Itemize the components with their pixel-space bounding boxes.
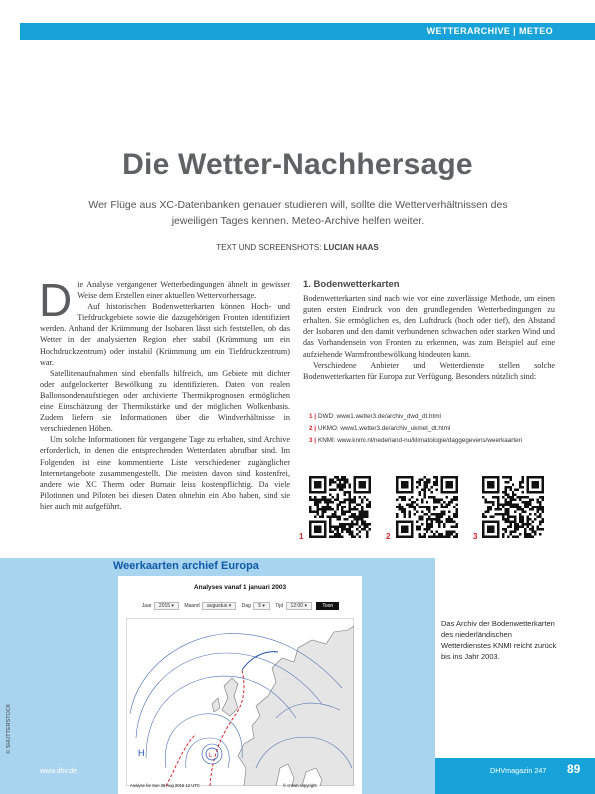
left-column (39, 274, 290, 512)
link-number: 2 | (309, 425, 317, 432)
header-gap (0, 23, 20, 40)
paragraph: Verschiedene Anbieter und Wetterdienste stellen solche Bodenwetterkarten für Europa zur Verfügung. Besonders nützlich sind: (303, 360, 555, 381)
date-selector-toolbar (118, 602, 362, 610)
section-heading: 1. Bodenwetterkarten (303, 279, 400, 290)
map-credit: © crown copyright (283, 783, 317, 788)
link-number: 3 | (309, 437, 317, 444)
show-button[interactable]: Toon (316, 602, 339, 610)
image-panel-strip (0, 558, 40, 794)
figure-caption: Das Archiv der Bodenwetterkarten des niederländischen Wetterdienstes KNMI reicht zurück bis ins Jahr 2003. (441, 619, 557, 661)
right-column (303, 279, 555, 382)
link-number: 1 | (309, 413, 317, 420)
section-header (0, 23, 595, 40)
weather-map (126, 618, 354, 786)
qr-number: 2 (386, 532, 391, 541)
screenshot-panel (40, 558, 435, 794)
qr-code-icon[interactable] (396, 476, 458, 538)
byline (0, 243, 595, 252)
article-subtitle: Wer Flüge aus XC-Datenbanken genauer studieren will, sollte die Wetterverhältnissen des jeweiligen Tages kennen. Meteo-Archive helfen weiter. (88, 199, 508, 227)
time-label: Tijd (275, 603, 284, 610)
low-pressure-label: L (209, 753, 213, 759)
link-item[interactable] (309, 411, 559, 423)
footer-magazine: DHVmagazin 247 (490, 766, 547, 775)
qr-code-icon[interactable] (482, 476, 544, 538)
section-label: WETTERARCHIVE | METEO (426, 26, 553, 36)
paragraph: Satellitenaufnahmen sind ebenfalls hilfreich, um Gebiete mit dichter oder aufgelockerter Bewölkung zu identifizieren. Daten von realen Ballonsondenaufstiegen oder archivierte Thermikprognosen ermöglichen eine Einschätzung der Thermikstärke und der möglichen Wolkenbasis. Zudem liefern sie Informationen über die Windverhältnisse in verschiedenen Höhen. (40, 368, 290, 434)
day-label: Dag (241, 603, 251, 610)
image-credit-text: © SHUTTERSTOCK (6, 703, 12, 754)
link-item[interactable] (309, 423, 559, 435)
link-item[interactable] (309, 435, 559, 447)
screenshot-card (118, 576, 362, 794)
dropcap: D (39, 274, 73, 326)
footer-url[interactable]: www.dhv.de (40, 768, 78, 775)
time-select[interactable]: 12:00 ▾ (286, 602, 312, 610)
map-caption: Analyse for Sun 26 Aug 2015 12 UTC (130, 783, 200, 788)
screenshot-panel-title: Weerkaarten archief Europa (113, 560, 259, 572)
link-text[interactable]: DWD: www1.wetter3.de/archiv_dwd_dt.html (318, 413, 441, 420)
link-list (309, 411, 559, 447)
page-title: Die Wetter-Nachhersage (122, 148, 473, 181)
month-select[interactable]: augustus ▾ (202, 602, 236, 610)
screenshot-title: Analyses vanaf 1 januari 2003 (193, 584, 287, 591)
paragraph: Auf historischen Bodenwetterkarten können Hoch- und Tiefdruckgebiete sowie die dazugehörigen Fronten identifiziert werden. Anhand der Krümmung der Isobaren lässt sich feststellen, ob das Wetter in der analysierten Region eher stabil (Krümmung um ein Hochdruckzentrum) oder instabil (Krümmung um ein Tiefdruckzentrum) war. (40, 302, 290, 367)
link-text[interactable]: UKMO: www1.wetter3.de/archiv_ukmet_dt.html (318, 425, 451, 432)
paragraph: ie Analyse vergangener Wetterbedingungen ähnelt in gewisser Weise dem Erstellen einer aktuellen Wettervorhersage. (77, 280, 290, 301)
image-credit (5, 695, 13, 755)
link-text[interactable]: KNMI: www.knmi.nl/nederland-nu/klimatologie/daggegevens/weerkaarten (318, 437, 523, 444)
year-select[interactable]: 2015 ▾ (154, 602, 179, 610)
day-select[interactable]: 5 ▾ (253, 602, 270, 610)
month-label: Maand (184, 603, 200, 610)
paragraph: Um solche Informationen für vergangene Tage zu erhalten, sind Archive erforderlich, in denen die entsprechenden Wetterdaten abrufbar sind. Im Folgenden ist eine kommentierte Liste verschiedener zugänglicher Internetangebote zusammengestellt. Die meisten davon sind kostenfrei, andere wie XC Therm oder Burnair leiss kostenpflichtig. Da viele Pilotinnen und Piloten bei diesen Daten ohnehin ein Abo haben, sind sie hier auch mit aufgeführt. (40, 435, 290, 511)
high-pressure-label: H (138, 748, 145, 758)
qr-number: 1 (299, 532, 304, 541)
paragraph: Bodenwetterkarten sind nach wie vor eine zuverlässige Methode, um einen guten ersten Eindruck von den grundlegenden Wetterbedingungen zu erhalten. Sie ermöglichen es, den Luftdruck (hoch oder tief), den Abstand der Isobaren und den damit verbundenen schwachen oder starken Wind und das Vorhandensein von Fronten zu erkennen, was zum Beispiel auf eine aufziehende Warmfrontbewölkung hindeuten kann. (303, 294, 555, 359)
byline-author: LUCIAN HAAS (323, 243, 379, 252)
qr-code-icon[interactable] (309, 476, 371, 538)
page-number: 89 (567, 762, 581, 776)
year-label: Jaar (141, 603, 152, 610)
byline-prefix: TEXT UND SCREENSHOTS: (216, 243, 324, 252)
qr-number: 3 (473, 532, 478, 541)
